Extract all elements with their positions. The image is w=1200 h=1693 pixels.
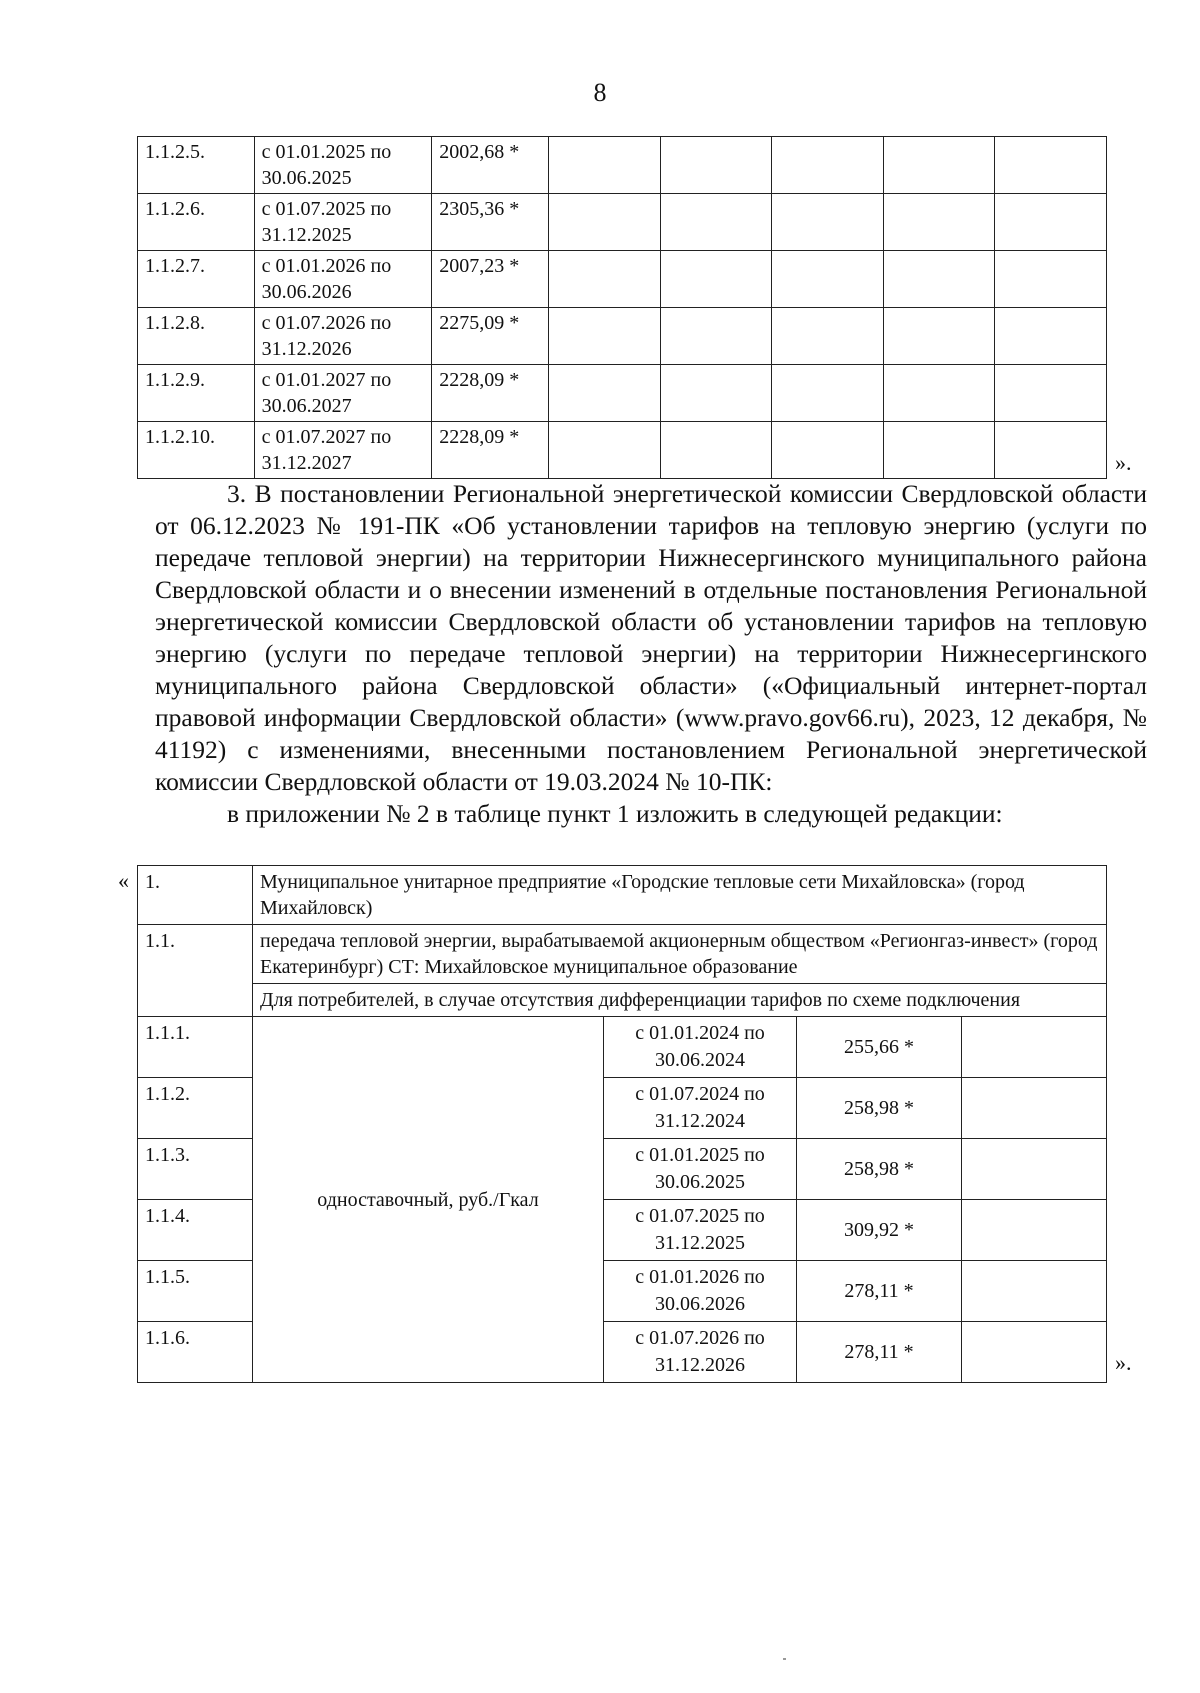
empty-cell (660, 194, 772, 251)
empty-cell (883, 194, 995, 251)
tariff-value: 258,98 * (797, 1078, 962, 1139)
row-number: 1.1.6. (138, 1322, 253, 1383)
empty-cell (548, 422, 660, 479)
tariff-value: 278,11 * (797, 1261, 962, 1322)
period-cell: с 01.01.2027 по 30.06.2027 (254, 365, 432, 422)
table-row (138, 866, 1107, 925)
empty-cell (772, 137, 884, 194)
tariff-value: 2007,23 * (432, 251, 549, 308)
tariff-value: 2275,09 * (432, 308, 549, 365)
service-description: передача тепловой энергии, вырабатываемой акционерным обществом «Регионгаз-инвест» (город Екатеринбург) СТ: Михайловское муниципальное образование (253, 925, 1107, 984)
row-number: 1.1.3. (138, 1139, 253, 1200)
rate-type: одноставочный, руб./Гкал (253, 1017, 604, 1383)
row-number: 1.1.2.7. (138, 251, 255, 308)
row-number: 1.1.2.8. (138, 308, 255, 365)
period-cell: с 01.07.2026 по 31.12.2026 (254, 308, 432, 365)
tariff-table-new (137, 865, 1107, 1383)
row-number: 1.1.4. (138, 1200, 253, 1261)
empty-cell (772, 422, 884, 479)
empty-cell (995, 194, 1107, 251)
table-row (138, 984, 1107, 1017)
tariff-table-continued (137, 136, 1107, 479)
row-number: 1. (138, 866, 253, 925)
period-cell: с 01.01.2024 по 30.06.2024 (604, 1017, 797, 1078)
empty-cell (962, 1078, 1107, 1139)
empty-cell (883, 422, 995, 479)
empty-cell (962, 1261, 1107, 1322)
row-number: 1.1.5. (138, 1261, 253, 1322)
empty-cell (548, 251, 660, 308)
empty-cell (995, 137, 1107, 194)
empty-cell (962, 1322, 1107, 1383)
table-row (138, 422, 1107, 479)
period-cell: с 01.07.2027 по 31.12.2027 (254, 422, 432, 479)
table-row (138, 1017, 1107, 1078)
empty-cell (995, 251, 1107, 308)
empty-cell (772, 365, 884, 422)
empty-cell (548, 365, 660, 422)
period-cell: с 01.01.2025 по 30.06.2025 (604, 1139, 797, 1200)
empty-cell (883, 137, 995, 194)
empty-cell (995, 365, 1107, 422)
empty-cell (962, 1200, 1107, 1261)
empty-cell (995, 422, 1107, 479)
empty-cell (962, 1017, 1107, 1078)
row-number: 1.1. (138, 925, 253, 1017)
period-cell: с 01.01.2025 по 30.06.2025 (254, 137, 432, 194)
tariff-value: 2228,09 * (432, 422, 549, 479)
empty-cell (548, 194, 660, 251)
row-number: 1.1.2.5. (138, 137, 255, 194)
tariff-value: 2002,68 * (432, 137, 549, 194)
empty-cell (660, 251, 772, 308)
empty-cell (883, 365, 995, 422)
table-row (138, 308, 1107, 365)
closing-quote-mark: ». (1115, 450, 1132, 475)
empty-cell (883, 308, 995, 365)
empty-cell (772, 194, 884, 251)
table-row (138, 925, 1107, 984)
row-number: 1.1.2.10. (138, 422, 255, 479)
tariff-value: 258,98 * (797, 1139, 962, 1200)
table-row (138, 137, 1107, 194)
empty-cell (660, 365, 772, 422)
paragraph-main: 3. В постановлении Региональной энергетической комиссии Свердловской области от 06.12.2023 № 191-ПК «Об установлении тарифов на тепловую энергию (услуги по передаче тепловой энергии) на территории Нижнесергинского муниципального района Свердловской области и о внесении изменений в отдельные постановления Региональной энергетической комиссии Свердловской области об установлении тарифов на тепловую энергию (услуги по передаче тепловой энергии) на территории Нижнесергинского муниципального района Свердловской области» («Официальный интернет-портал правовой информации Свердловской области» (www.pravo.gov66.ru), 2023, 12 декабря, № 41192) с изменениями, внесенными постановлением Региональной энергетической комиссии Свердловской области от 19.03.2024 № 10-ПК: (155, 479, 1147, 796)
consumer-category: Для потребителей, в случае отсутствия дифференциации тарифов по схеме подключения (253, 984, 1107, 1017)
empty-cell (995, 308, 1107, 365)
empty-cell (660, 308, 772, 365)
period-cell: с 01.07.2025 по 31.12.2025 (604, 1200, 797, 1261)
empty-cell (548, 308, 660, 365)
period-cell: с 01.01.2026 по 30.06.2026 (604, 1261, 797, 1322)
table-row (138, 365, 1107, 422)
page-number: 8 (593, 78, 607, 107)
table-row (138, 251, 1107, 308)
row-number: 1.1.1. (138, 1017, 253, 1078)
organization-name: Муниципальное унитарное предприятие «Городские тепловые сети Михайловска» (город Михайловск) (253, 866, 1107, 925)
period-cell: с 01.07.2025 по 31.12.2025 (254, 194, 432, 251)
empty-cell (772, 308, 884, 365)
amendment-paragraph (155, 478, 1147, 830)
tariff-value: 2228,09 * (432, 365, 549, 422)
table-row (138, 194, 1107, 251)
closing-quote-mark: ». (1115, 1350, 1132, 1375)
empty-cell (962, 1139, 1107, 1200)
row-number: 1.1.2. (138, 1078, 253, 1139)
empty-cell (660, 422, 772, 479)
empty-cell (548, 137, 660, 194)
period-cell: с 01.01.2026 по 30.06.2026 (254, 251, 432, 308)
period-cell: с 01.07.2024 по 31.12.2024 (604, 1078, 797, 1139)
tariff-value: 255,66 * (797, 1017, 962, 1078)
period-cell: с 01.07.2026 по 31.12.2026 (604, 1322, 797, 1383)
row-number: 1.1.2.9. (138, 365, 255, 422)
row-number: 1.1.2.6. (138, 194, 255, 251)
empty-cell (772, 251, 884, 308)
tariff-value: 278,11 * (797, 1322, 962, 1383)
empty-cell (883, 251, 995, 308)
tariff-value: 309,92 * (797, 1200, 962, 1261)
scan-speck (783, 1658, 786, 1660)
empty-cell (660, 137, 772, 194)
paragraph-instruction: в приложении № 2 в таблице пункт 1 изложить в следующей редакции: (227, 799, 1003, 828)
opening-quote-mark: « (118, 868, 129, 893)
tariff-value: 2305,36 * (432, 194, 549, 251)
